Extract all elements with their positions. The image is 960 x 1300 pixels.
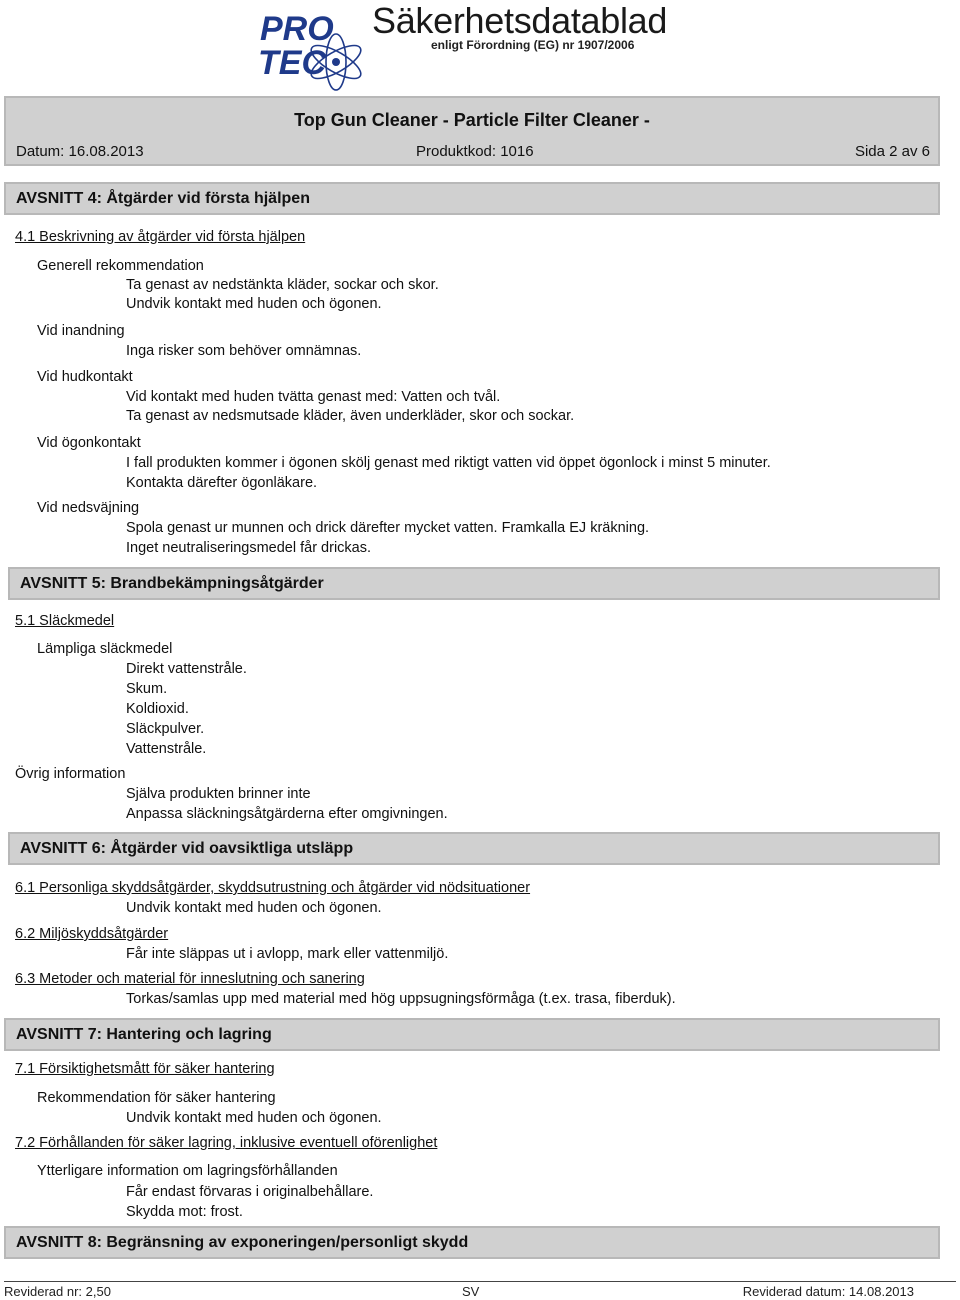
revision-number: Reviderad nr: 2,50	[4, 1284, 111, 1299]
skin-contact-text: Ta genast av nedsmutsade kläder, även underkläder, skor och sockar.	[126, 408, 575, 424]
protec-logo	[258, 4, 368, 92]
subsection-6-3: 6.3 Metoder och material för inneslutning och sanering	[15, 971, 365, 987]
other-information-label: Övrig information	[15, 766, 126, 782]
product-header	[4, 96, 940, 166]
product-title: Top Gun Cleaner - Particle Filter Cleaner -	[294, 110, 650, 130]
svg-text:TEC: TEC	[258, 44, 326, 82]
subsection-6-3-text: Torkas/samlas upp med material med hög uppsugningsförmåga (t.ex. trasa, fiberduk).	[126, 991, 676, 1007]
inhalation-text: Inga risker som behöver omnämnas.	[126, 343, 362, 359]
eye-contact-text: I fall produkten kommer i ögonen skölj genast med riktigt vatten vid öppet ögonlock i minst 5 minuter.	[126, 455, 771, 471]
subsection-7-2: 7.2 Förhållanden för säker lagring, inklusive eventuell oförenlighet	[15, 1135, 438, 1151]
svg-text:PRO: PRO	[260, 10, 334, 48]
safe-handling-label: Rekommendation för säker hantering	[37, 1090, 276, 1106]
section-5-heading: AVSNITT 5: Brandbekämpningsåtgärder	[8, 567, 940, 600]
eye-contact-label: Vid ögonkontakt	[37, 435, 141, 451]
section-7-heading: AVSNITT 7: Hantering och lagring	[4, 1018, 940, 1051]
language-code: SV	[462, 1284, 480, 1299]
subsection-6-1: 6.1 Personliga skyddsåtgärder, skyddsutrustning och åtgärder vid nödsituationer	[15, 880, 531, 896]
product-code: Produktkod: 1016	[416, 143, 534, 160]
storage-info-label: Ytterligare information om lagringsförhållanden	[37, 1163, 338, 1179]
regulation-subtitle: enligt Förordning (EG) nr 1907/2006	[431, 38, 635, 52]
general-recommendation-text: Undvik kontakt med huden och ögonen.	[126, 296, 382, 312]
subsection-6-2: 6.2 Miljöskyddsåtgärder	[15, 926, 169, 942]
section-6-heading: AVSNITT 6: Åtgärder vid oavsiktliga utsläpp	[8, 832, 940, 865]
subsection-7-1: 7.1 Försiktighetsmått för säker hantering	[15, 1061, 275, 1077]
storage-info-text: Skydda mot: frost.	[126, 1204, 243, 1220]
document-title: Säkerhetsdatablad	[372, 0, 668, 41]
revision-date: Reviderad datum: 14.08.2013	[742, 1284, 914, 1299]
section-8-heading: AVSNITT 8: Begränsning av exponeringen/personligt skydd	[4, 1226, 940, 1259]
inhalation-label: Vid inandning	[37, 323, 125, 339]
subsection-5-1: 5.1 Släckmedel	[15, 613, 115, 629]
document-date: Datum: 16.08.2013	[16, 143, 144, 160]
extinguishing-media-item: Släckpulver.	[126, 721, 205, 737]
ingestion-text: Spola genast ur munnen och drick därefter mycket vatten. Framkalla EJ kräkning.	[126, 520, 650, 536]
subsection-6-1-text: Undvik kontakt med huden och ögonen.	[126, 900, 382, 916]
storage-info-text: Får endast förvaras i originalbehållare.	[126, 1184, 374, 1200]
extinguishing-media-item: Koldioxid.	[126, 701, 189, 717]
extinguishing-media-item: Direkt vattenstråle.	[126, 661, 247, 677]
footer-divider	[4, 1281, 956, 1282]
ingestion-text: Inget neutraliseringsmedel får drickas.	[126, 540, 372, 556]
ingestion-label: Vid nedsväjning	[37, 500, 140, 516]
subsection-4-1: 4.1 Beskrivning av åtgärder vid första hjälpen	[15, 229, 306, 245]
eye-contact-text: Kontakta därefter ögonläkare.	[126, 475, 318, 491]
extinguishing-media-item: Vattenstråle.	[126, 741, 207, 757]
general-recommendation-text: Ta genast av nedstänkta kläder, sockar och skor.	[126, 277, 439, 293]
safe-handling-text: Undvik kontakt med huden och ögonen.	[126, 1110, 382, 1126]
skin-contact-label: Vid hudkontakt	[37, 369, 133, 385]
suitable-extinguishing-label: Lämpliga släckmedel	[37, 641, 173, 657]
extinguishing-media-item: Skum.	[126, 681, 168, 697]
general-recommendation-label: Generell rekommendation	[37, 258, 204, 274]
skin-contact-text: Vid kontakt med huden tvätta genast med: Vatten och tvål.	[126, 389, 501, 405]
other-information-text: Anpassa släckningsåtgärderna efter omgivningen.	[126, 806, 448, 822]
page-number: Sida 2 av 6	[854, 143, 930, 160]
other-information-text: Själva produkten brinner inte	[126, 786, 311, 802]
subsection-6-2-text: Får inte släppas ut i avlopp, mark eller vattenmiljö.	[126, 946, 449, 962]
section-4-heading: AVSNITT 4: Åtgärder vid första hjälpen	[4, 182, 940, 215]
